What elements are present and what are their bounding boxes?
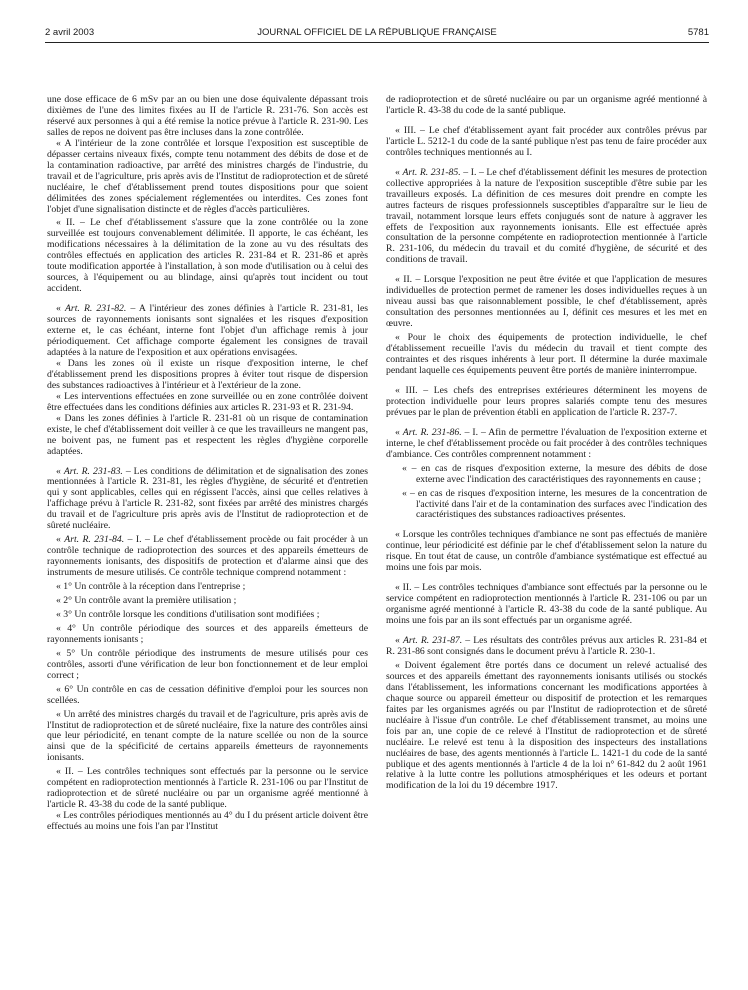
article-ref: Art. R. 231-84. (64, 534, 125, 546)
article-paragraph: « Art. R. 231-83. – Les conditions de délimitation et de signalisation des zones mentionnées à l'article R. 231-81, les règles d'hygiène, de sécurité et d'entretien qui y sont applicables, celles qui en régissent l'accès, ainsi que celles relatives à l'affichage prévu à l'article R. 231-82, sont fixées par arrêté des ministres chargés du travail et de l'agriculture pris après avis de l'Institut de radioprotection et de sûreté nucléaire. (47, 465, 368, 532)
article-text: – Les conditions de délimitation et de signalisation des zones mentionnées à l'article R. 231-81, les règles d'hygiène, de sécurité et d'entretien qui y sont applicables, celles qui en régissent l'accès, ainsi que celles relatives à l'affichage prévu à l'article R. 231-82, sont fixées par arrêté des ministres chargés du travail et de l'agriculture pris après avis de l'Institut de radioprotection et de sûreté nucléaire. (47, 465, 368, 532)
article-paragraph: « Art. R. 231-85. – I. – Le chef d'établissement définit les mesures de protection collective appropriées à la nature de l'exposition susceptible d'être subie par les travailleurs exposés. La définition de ces mesures doit prendre en compte les autres facteurs de risques professionnels susceptibles d'apparaître sur le lieu de travail, notamment lorsque leurs effets conjugués sont de nature à aggraver les effets de l'exposition aux rayonnements ionisants. Elle est effectuée après consultation de la personne compétente en radioprotection mentionnée à l'article R. 231-106, du médecin du travail et du comité d'hygiène, de sécurité et des conditions de travail. (386, 166, 707, 266)
list-item: « 6° Un contrôle en cas de cessation définitive d'emploi pour les sources non scellées. (47, 683, 368, 706)
header-date: 2 avril 2003 (45, 27, 95, 38)
article-ref: Art. R. 231-83. (63, 465, 123, 477)
list-item: « 4° Un contrôle périodique des sources et des appareils émetteurs de rayonnements ionisants ; (47, 622, 368, 645)
paragraph: « II. – Lorsque l'exposition ne peut être évitée et que l'application de mesures individuelles de protection permet de ramener les doses individuelles reçues à un niveau aussi bas que raisonnablement possible, le chef d'établissement, après consultation des personnes mentionnées au I, définit ces mesures et les met en œuvre. (386, 274, 707, 330)
paragraph: « II. – Les contrôles techniques sont effectués par la personne ou le service compétent en radioprotection mentionnés à l'article R. 231-106 ou par l'Institut de radioprotection et de sûreté nucléaire ou par un organisme agréé mentionné à l'article R. 43-38 du code de la santé publique. (47, 766, 368, 811)
paragraph: « Les interventions effectuées en zone surveillée ou en zone contrôlée doivent être effectuées dans les conditions définies aux articles R. 231-93 et R. 231-94. (47, 390, 368, 413)
article-paragraph: « Art. R. 231-84. – I. – Le chef d'établissement procède ou fait procéder à un contrôle technique de radioprotection des sources et des appareils émetteurs de rayonnements ionisants, des dispositifs de protection et d'alarme ainsi que des instruments de mesure utilisés. Ce contrôle technique comprend notamment : (47, 534, 368, 579)
header-rule (45, 42, 709, 43)
list-item: « 2° Un contrôle avant la première utilisation ; (56, 594, 237, 606)
paragraph: « Dans les zones où il existe un risque d'exposition interne, le chef d'établissement prend les dispositions propres à éviter tout risque de dispersion des substances radioactives à l'intérieur et à l'extérieur de la zone. (47, 357, 368, 391)
article-text: – I. – Le chef d'établissement procède ou fait procéder à un contrôle technique de radioprotection des sources et des appareils émetteurs de rayonnements ionisants, des dispositifs de protection et d'alarme ainsi que des instruments de mesure utilisés. Ce contrôle technique comprend notamment : (47, 534, 368, 579)
paragraph: « A l'intérieur de la zone contrôlée et lorsque l'exposition est susceptible de dépasser certains niveaux fixés, compte tenu notamment des débits de dose et de la contamination radioactive, par arrêté des ministres chargés de l'industrie, du travail et de l'agriculture, pris après avis de l'Institut de radioprotection et de sûreté nucléaire, le chef d'établissement prend toutes dispositions pour que soient délimitées des zones spécialement réglementées ou interdites. Ces zones font l'objet d'une signalisation distincte et de règles d'accès particulières. (47, 137, 368, 215)
article-text: – Les résultats des contrôles prévus aux articles R. 231-84 et R. 231-86 sont consignés dans le document prévu à l'article R. 230-1. (386, 635, 707, 657)
paragraph: « Dans les zones définies à l'article R. 231-81 où un risque de contamination existe, le chef d'établissement doit veiller à ce que les travailleurs ne mangent pas, ne boivent pas, ne fument pas et respectent les règles d'hygiène corporelle adaptées. (47, 412, 368, 457)
paragraph: « Lorsque les contrôles techniques d'ambiance ne sont pas effectués de manière continue, leur périodicité est définie par le chef d'établissement selon la nature du risque. En tout état de cause, un contrôle d'ambiance systématique est effectué au moins une fois par mois. (386, 529, 707, 574)
article-text: – I. – Afin de permettre l'évaluation de l'exposition externe et interne, le chef d'établissement procède ou fait procéder à des contrôles techniques d'ambiance. Ces contrôles comprennent notamment : (386, 426, 707, 460)
journal-title: JOURNAL OFFICIEL DE LA RÉPUBLIQUE FRANÇAISE (257, 27, 497, 38)
page-header (45, 27, 709, 43)
left-column (47, 95, 368, 975)
paragraph: « III. – Le chef d'établissement ayant fait procéder aux contrôles prévus par l'article L. 5212-1 du code de la santé publique n'est pas tenu de faire procéder aux contrôles techniques mentionnés au I. (386, 124, 707, 158)
article-ref: Art. R. 231-87. (402, 635, 463, 647)
list-item: « – en cas de risques d'exposition interne, les mesures de la concentration de l'activité dans l'air et de la contamination des surfaces avec l'indication des caractéristiques des substances radioactives présentes. (402, 487, 707, 521)
paragraph: « II. – Le chef d'établissement s'assure que la zone contrôlée ou la zone surveillée est toujours convenablement délimitée. Il apporte, le cas échéant, les modifications nécessaires à la délimitation de la zone au vu des résultats des contrôles effectués en application des articles R. 231-84 et R. 231-86 et après toute modification apportée à l'installation, à son mode d'utilisation ou à celui des sources, à l'équipement ou au blindage, ainsi qu'après tout incident ou tout accident. (47, 217, 368, 295)
paragraph: « III. – Les chefs des entreprises extérieures déterminent les moyens de protection individuelle pour leurs propres salariés compte tenu des mesures prévues par le plan de prévention établi en application de l'article R. 237-7. (386, 384, 707, 418)
paragraph: une dose efficace de 6 mSv par an ou bien une dose équivalente dépassant trois dixièmes de l'une des limites fixées au II de l'article R. 231-76. Son accès est réservé aux personnes à qui a été remise la notice prévue à l'article R. 231-90. Les salles de repos ne doivent pas être incluses dans la zone contrôlée. (47, 95, 368, 138)
paragraph: « Les contrôles périodiques mentionnés au 4° du I du présent article doivent être effectués au moins une fois l'an par l'Institut (47, 810, 368, 833)
right-column (386, 95, 707, 975)
article-ref: Art. R. 231-85. (402, 166, 461, 178)
article-text: – A l'intérieur des zones définies à l'article R. 231-81, les sources de rayonnements ionisants sont signalées et les risques d'exposition externe et, le cas échéant, interne font l'objet d'un affichage remis à jour périodiquement. Cet affichage comporte également les consignes de travail adaptées à la nature de l'exposition et aux opérations envisagées. (47, 303, 368, 358)
page-number: 5781 (687, 27, 709, 38)
paragraph: « II. – Les contrôles techniques d'ambiance sont effectués par la personne ou le service compétent en radioprotection mentionnés à l'article R. 231-106 ou par un organisme agréé mentionné à l'article R. 43-38 du code de la santé publique. Au moins une fois par an ils sont effectués par un organisme agréé. (386, 582, 707, 627)
list-item: « 5° Un contrôle périodique des instruments de mesure utilisés pour ces contrôles, assorti d'une vérification de leur bon fonctionnement et de leur emploi correct ; (47, 647, 368, 681)
paragraph: « Pour le choix des équipements de protection individuelle, le chef d'établissement recueille l'avis du médecin du travail et tient compte des contraintes et des risques inhérents à leur port. Il détermine la durée maximale pendant laquelle ces équipements peuvent être portés de manière ininterrompue. (386, 332, 707, 376)
list-item: « 3° Un contrôle lorsque les conditions d'utilisation sont modifiées ; (56, 608, 320, 620)
paragraph: « Un arrêté des ministres chargés du travail et de l'agriculture, pris après avis de l'Institut de radioprotection et de sûreté nucléaire, fixe la nature des contrôles ainsi que leur périodicité, en tenant compte de la nature scellée ou non de la source ainsi que de la spécificité de certains appareils émetteurs de rayonnements ionisants. (47, 708, 368, 764)
paragraph: « Doivent également être portés dans ce document un relevé actualisé des sources et des appareils émettant des rayonnements ionisants utilisés ou stockés dans l'établissement, les informations concernant les modifications apportées à chaque source ou appareil émetteur ou dispositif de protection et les remarques faites par les organismes agréés ou par l'Institut de radioprotection et de sûreté nucléaire à l'issue d'un contrôle. Le chef d'établissement transmet, au moins une fois par an, une copie de ce relevé à l'Institut de radioprotection et de sûreté nucléaire. Le relevé est tenu à la disposition des inspecteurs des installations nucléaires de base, des agents mentionnés à l'article L. 1421-1 du code de la santé publique et des agents mentionnés à l'article 4 de la loi n° 61-842 du 2 août 1961 relative à la lutte contre les pollutions atmosphériques et les odeurs et portant modification de la loi du 19 décembre 1917. (386, 659, 707, 792)
article-paragraph: « Art. R. 231-86. – I. – Afin de permettre l'évaluation de l'exposition externe et interne, le chef d'établissement procède ou fait procéder à des contrôles techniques d'ambiance. Ces contrôles comprennent notamment : (386, 426, 707, 460)
article-ref: Art. R. 231-86. (402, 426, 462, 438)
paragraph: de radioprotection et de sûreté nucléaire ou par un organisme agréé mentionné à l'article R. 43-38 du code de la santé publique. (386, 95, 707, 116)
article-paragraph: « Art. R. 231-82. – A l'intérieur des zones définies à l'article R. 231-81, les sources de rayonnements ionisants sont signalées et les risques d'exposition externe et, le cas échéant, interne font l'objet d'un affichage remis à jour périodiquement. Cet affichage comporte également les consignes de travail adaptées à la nature de l'exposition et aux opérations envisagées. (47, 303, 368, 358)
article-paragraph: « Art. R. 231-87. – Les résultats des contrôles prévus aux articles R. 231-84 et R. 231-86 sont consignés dans le document prévu à l'article R. 230-1. (386, 635, 707, 657)
list-item: « 1° Un contrôle à la réception dans l'entreprise ; (56, 581, 246, 593)
list-item: « – en cas de risques d'exposition externe, la mesure des débits de dose externe avec l'indication des caractéristiques des rayonnements en cause ; (402, 462, 707, 485)
article-ref: Art. R. 231-82. (65, 303, 127, 315)
article-text: – I. – Le chef d'établissement définit les mesures de protection collective appropriées à la nature de l'exposition susceptible d'être subie par les travailleurs exposés. La définition de ces mesures doit prendre en compte les autres facteurs de risques professionnels susceptibles d'apparaître sur le lieu de travail, notamment lorsque leurs effets conjugués sont de nature à aggraver les effets de l'exposition aux rayonnements ionisants. Elle est effectuée après consultation de la personne compétente en radioprotection mentionnée à l'article R. 231-106, du médecin du travail et du comité d'hygiène, de sécurité et des conditions de travail. (386, 166, 707, 266)
